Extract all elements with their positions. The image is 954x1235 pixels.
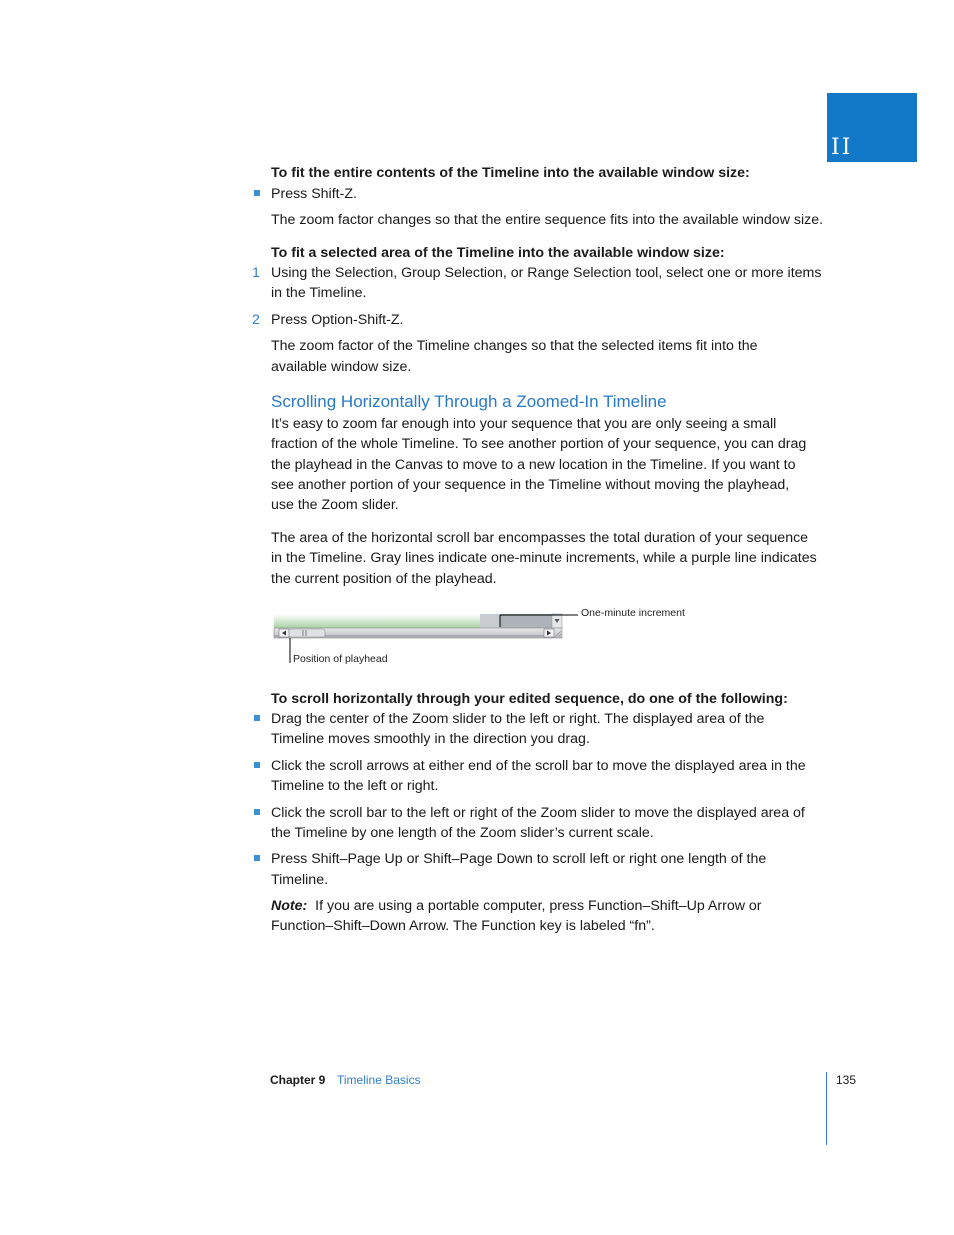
bullet-text: Timeline. [271,872,329,888]
note-label: Note: [271,898,308,914]
step-text: in the Timeline. [271,285,367,301]
section-heading: To fit the entire contents of the Timeline into the available window size: [271,165,750,181]
bullet-text: Timeline moves smoothly in the direction you drag. [271,731,590,747]
section-heading: To scroll horizontally through your edited sequence, do one of the following: [271,691,788,707]
timeline-track [274,614,480,628]
paragraph-line: the playhead in the Canvas to move to a new location in the Timeline. If you want to [271,457,796,473]
note-text: If you are using a portable computer, press Function–Shift–Up Arrow or [315,898,762,914]
bullet-text: the Timeline by one length of the Zoom slider’s current scale. [271,825,654,841]
step-number: 2 [252,312,260,328]
bullet-text: Click the scroll arrows at either end of the scroll bar to move the displayed area in the [271,758,806,774]
bullet-icon [254,190,260,196]
bullet-text: Drag the center of the Zoom slider to the left or right. The displayed area of the [271,711,765,727]
footer-chapter: Chapter 9 [270,1073,326,1087]
result-text: available window size. [271,359,412,375]
result-text: The zoom factor of the Timeline changes so that the selected items fit into the [271,338,758,354]
callout-minute-label: One-minute increment [581,607,685,619]
paragraph-line: the current position of the playhead. [271,571,497,587]
footer-rule [826,1072,827,1145]
paragraph-line: It’s easy to zoom far enough into your sequence that you are only seeing a small [271,416,777,432]
paragraph-line: see another portion of your sequence in the Timeline without moving the playhead, [271,477,790,493]
part-tab [827,93,917,162]
bullet-text: Click the scroll bar to the left or right of the Zoom slider to move the displayed area of [271,805,805,821]
result-text: The zoom factor changes so that the entire sequence fits into the available window size. [271,212,824,228]
part-tab-label: II [831,135,853,160]
zoom-slider[interactable] [289,629,325,637]
footer-chapter-title[interactable]: Timeline Basics [337,1073,421,1087]
step-text: Press Option-Shift-Z. [271,312,404,328]
bullet-text: Press Shift-Z. [271,186,357,202]
callout-playhead-label: Position of playhead [293,653,388,665]
paragraph-line: use the Zoom slider. [271,497,399,513]
timeline-track-gray [500,614,552,628]
bullet-icon [254,715,260,721]
step-text: Using the Selection, Group Selection, or Range Selection tool, select one or more items [271,265,822,281]
note-line: Function–Shift–Down Arrow. The Function key is labeled “fn”. [271,918,655,934]
section-title: Scrolling Horizontally Through a Zoomed-In Timeline [271,392,667,411]
bullet-icon [254,762,260,768]
timeline-gap [480,614,500,628]
bullet-icon [254,809,260,815]
bullet-text: Timeline to the left or right. [271,778,439,794]
page-number: 135 [836,1073,857,1087]
paragraph-line: fraction of the whole Timeline. To see another portion of your sequence, you can drag [271,436,807,452]
section-heading: To fit a selected area of the Timeline into the available window size: [271,245,725,261]
step-number: 1 [252,265,260,281]
paragraph-line: The area of the horizontal scroll bar encompasses the total duration of your sequence [271,530,809,546]
note-line [271,896,762,916]
bullet-text: Press Shift–Page Up or Shift–Page Down to scroll left or right one length of the [271,851,767,867]
bullet-icon [254,855,260,861]
paragraph-line: in the Timeline. Gray lines indicate one-minute increments, while a purple line indicates [271,550,817,566]
